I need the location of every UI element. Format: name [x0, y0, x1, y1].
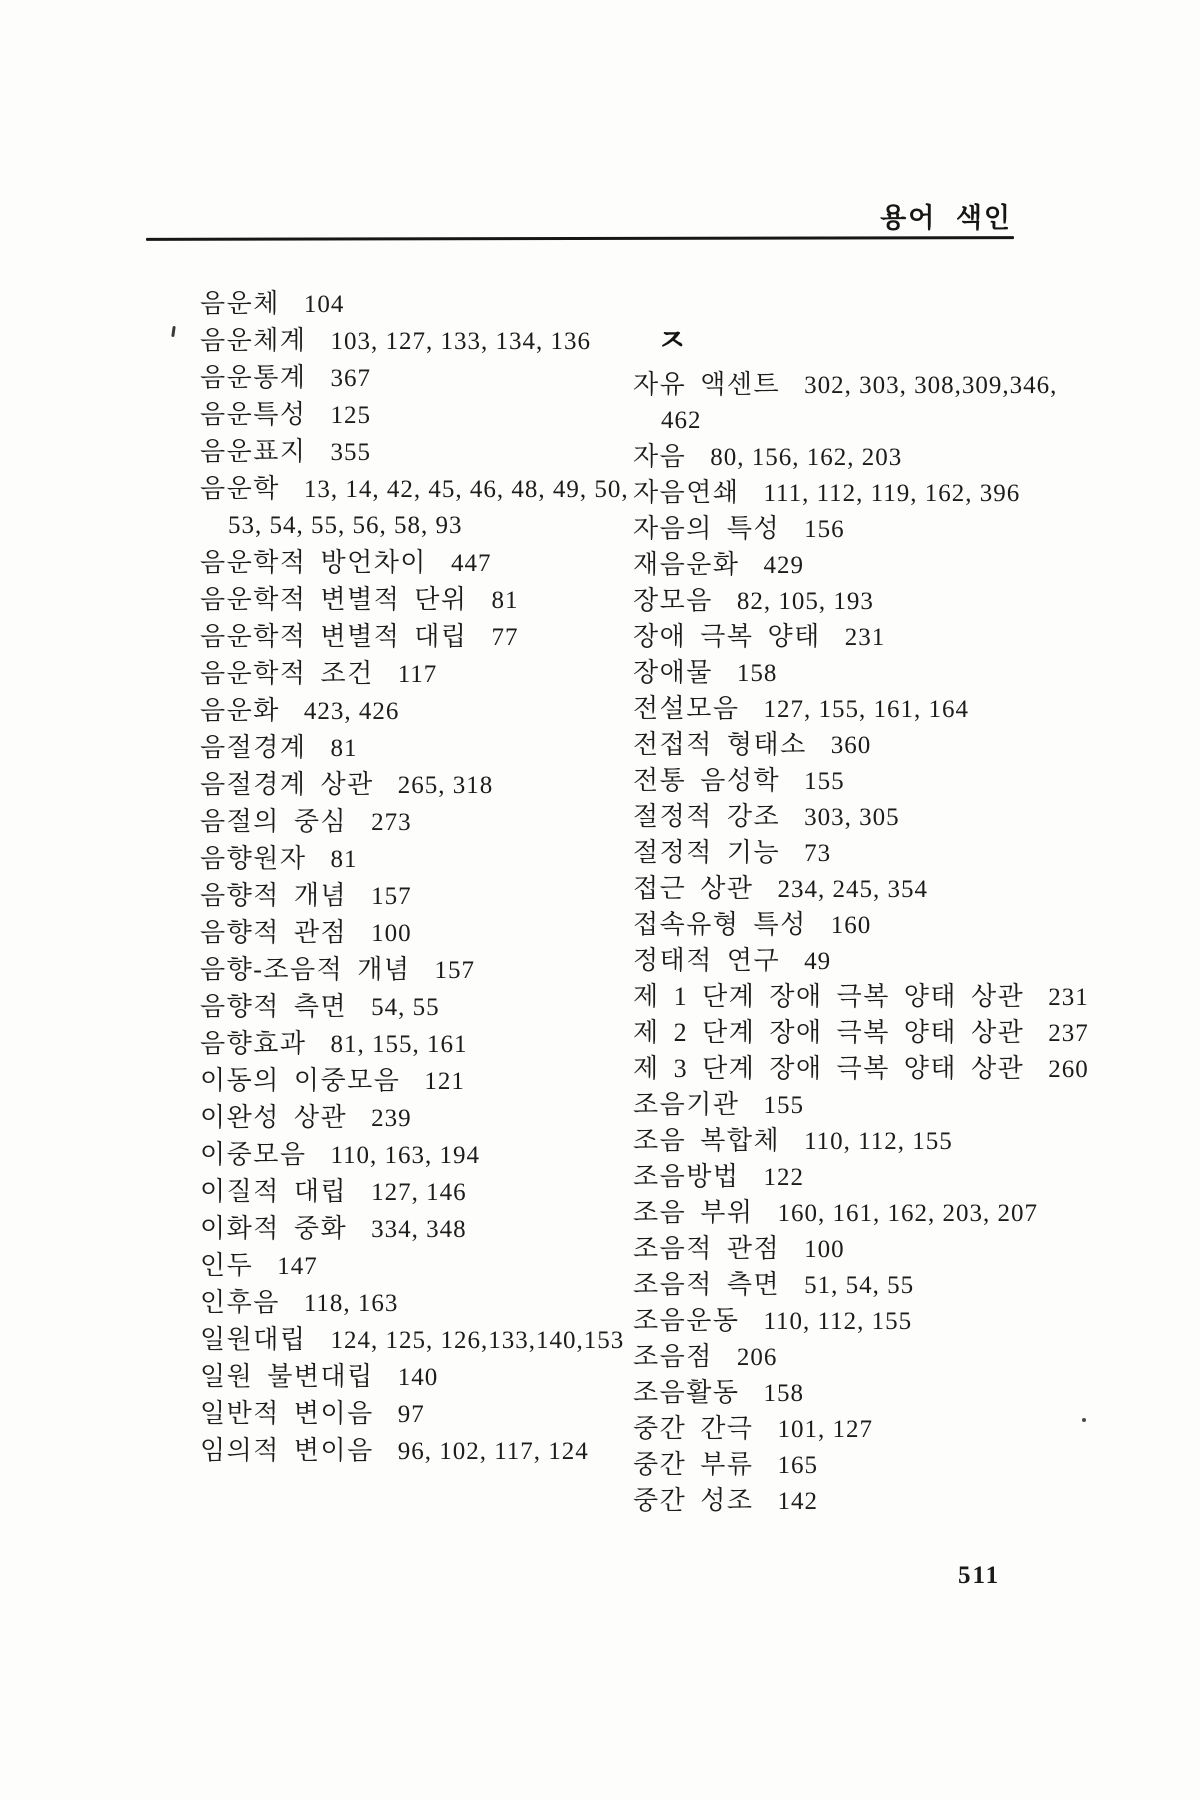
entry-page-numbers: 355	[330, 439, 371, 466]
entry-term: 전설모음	[633, 694, 740, 723]
entry-page-numbers: 100	[371, 920, 412, 947]
index-entry	[633, 1447, 1093, 1483]
page-number: 511	[958, 1562, 1001, 1589]
index-entry	[633, 511, 1093, 547]
entry-page-numbers: 104	[303, 291, 345, 318]
entry-term: 일원 불변대립	[200, 1362, 374, 1391]
entry-term: 조음점	[633, 1342, 713, 1371]
running-header	[880, 196, 1012, 235]
index-entry	[633, 1375, 1093, 1411]
entry-page-numbers: 110, 163, 194	[330, 1142, 481, 1169]
entry-term: 조음방법	[633, 1162, 740, 1191]
entry-page-numbers: 127, 146	[371, 1179, 467, 1206]
entry-page-numbers: 303, 305	[804, 804, 900, 831]
entry-page-numbers: 157	[434, 957, 475, 984]
entry-page-numbers: 125	[330, 402, 371, 429]
entry-term: 음운체	[200, 289, 280, 318]
entry-term: 인후음	[200, 1288, 280, 1317]
entry-term: 전접적 형태소	[633, 730, 807, 759]
entry-term: 음절경계	[200, 733, 307, 762]
entry-page-numbers: 158	[736, 660, 778, 687]
entry-page-numbers: 231	[844, 624, 886, 651]
entry-term: 음운학적 조건	[200, 659, 374, 688]
index-entry	[200, 322, 640, 359]
entry-page-numbers: 360	[830, 732, 872, 759]
entry-term: 장모음	[633, 586, 713, 615]
entry-page-numbers: 124, 125, 126,133,140,153	[330, 1327, 625, 1354]
entry-term: 재음운화	[633, 550, 740, 579]
entry-page-numbers: 97	[397, 1401, 425, 1428]
index-entry	[633, 1159, 1093, 1195]
entry-page-numbers: 429	[763, 552, 804, 579]
index-entry	[200, 1358, 640, 1395]
entry-term: 임의적 변이음	[200, 1436, 374, 1465]
entry-term: 음향적 측면	[200, 992, 348, 1021]
index-entry	[200, 1395, 640, 1432]
index-entry	[200, 1210, 640, 1247]
index-entry	[633, 1231, 1093, 1267]
index-entry	[633, 1303, 1093, 1339]
entry-page-numbers: 206	[736, 1344, 778, 1371]
index-entry	[200, 433, 640, 470]
entry-page-numbers: 49	[804, 948, 832, 975]
scan-artifact-tick	[171, 326, 176, 337]
entry-page-numbers: 231	[1048, 984, 1089, 1011]
index-entry	[633, 907, 1093, 943]
entry-term: 음향-조음적 개념	[200, 955, 411, 984]
index-entry	[200, 840, 640, 877]
entry-term: 음운학적 변별적 대립	[200, 622, 468, 651]
entry-page-numbers: 82, 105, 193	[736, 588, 874, 615]
entry-page-numbers: 101, 127	[777, 1416, 873, 1443]
entry-term: 음운통계	[200, 363, 307, 392]
index-entry	[633, 691, 1093, 727]
entry-page-numbers: 13, 14, 42, 45, 46, 48, 49, 50,	[303, 476, 629, 503]
index-entry	[200, 1136, 640, 1173]
index-entry	[200, 1099, 640, 1136]
entry-page-numbers: 122	[763, 1164, 804, 1191]
entry-page-numbers: 110, 112, 155	[763, 1308, 913, 1335]
entry-page-numbers: 156	[804, 516, 845, 543]
entry-page-numbers: 103, 127, 133, 134, 136	[330, 328, 591, 355]
index-entry	[200, 877, 640, 914]
entry-term: 제 1 단계 장애 극복 양태 상관	[633, 982, 1025, 1011]
index-entry	[633, 835, 1093, 871]
index-entry	[200, 655, 640, 692]
entry-page-numbers: 147	[277, 1253, 318, 1280]
entry-term: 일원대립	[200, 1325, 307, 1354]
index-column-right-entries	[633, 367, 1093, 1519]
index-entry	[633, 799, 1093, 835]
entry-term: 음절의 중심	[200, 807, 348, 836]
entry-page-numbers: 155	[763, 1092, 804, 1119]
index-entry	[633, 655, 1093, 691]
header-rule	[146, 236, 1014, 241]
entry-page-numbers: 155	[804, 768, 845, 795]
entry-page-numbers: 81	[330, 846, 358, 873]
entry-page-numbers-continued: 462	[661, 407, 702, 434]
entry-term: 접근 상관	[633, 874, 754, 903]
entry-term: 중간 성조	[633, 1486, 754, 1515]
index-entry	[633, 727, 1093, 763]
entry-term: 음향효과	[200, 1029, 307, 1058]
entry-page-numbers: 81	[491, 587, 519, 614]
index-entry	[633, 1267, 1093, 1303]
page-header-title: 용어 색인	[880, 203, 1012, 233]
index-entry	[200, 1062, 640, 1099]
entry-term: 음운특성	[200, 400, 307, 429]
entry-term: 조음 부위	[633, 1198, 754, 1227]
index-entry	[200, 951, 640, 988]
index-entry	[200, 988, 640, 1025]
entry-page-numbers: 165	[777, 1452, 818, 1479]
index-entry	[200, 470, 640, 507]
entry-term: 음향적 개념	[200, 881, 348, 910]
index-entry	[633, 1015, 1093, 1051]
index-entry	[200, 581, 640, 618]
entry-term: 일반적 변이음	[200, 1399, 374, 1428]
entry-term: 자음의 특성	[633, 514, 781, 543]
entry-term: 자음연쇄	[633, 478, 740, 507]
entry-term: 이중모음	[200, 1140, 307, 1169]
entry-page-numbers: 273	[371, 809, 412, 836]
index-entry	[633, 1051, 1093, 1087]
entry-page-numbers: 127, 155, 161, 164	[763, 696, 969, 723]
index-entry	[633, 1195, 1093, 1231]
index-entry	[633, 439, 1093, 475]
entry-term: 중간 부류	[633, 1450, 754, 1479]
index-entry	[200, 1025, 640, 1062]
entry-term: 자음	[633, 442, 687, 471]
entry-page-numbers: 51, 54, 55	[804, 1272, 915, 1299]
entry-term: 조음적 관점	[633, 1234, 781, 1263]
index-entry	[200, 359, 640, 396]
index-entry	[200, 1173, 640, 1210]
entry-term: 절정적 강조	[633, 802, 781, 831]
entry-page-numbers: 302, 303, 308,309,346,	[804, 372, 1058, 399]
entry-term: 조음기관	[633, 1090, 740, 1119]
entry-page-numbers: 447	[450, 550, 492, 577]
index-entry	[633, 619, 1093, 655]
entry-term: 조음적 측면	[633, 1270, 781, 1299]
index-entry	[633, 979, 1093, 1015]
entry-page-numbers: 81	[330, 735, 358, 762]
entry-page-numbers: 334, 348	[371, 1216, 467, 1243]
index-entry	[633, 583, 1093, 619]
entry-page-numbers-continued: 53, 54, 55, 56, 58, 93	[228, 512, 463, 539]
index-entry	[200, 729, 640, 766]
index-entry	[200, 396, 640, 433]
entry-term: 인두	[200, 1251, 254, 1280]
index-entry	[633, 1123, 1093, 1159]
index-entry	[200, 1247, 640, 1284]
index-entry	[200, 692, 640, 729]
index-entry	[633, 1411, 1093, 1447]
entry-page-numbers: 160, 161, 162, 203, 207	[777, 1200, 1038, 1227]
index-entry	[633, 763, 1093, 799]
entry-page-numbers: 142	[777, 1488, 818, 1515]
index-entry	[633, 1483, 1093, 1519]
entry-term: 음운표지	[200, 437, 307, 466]
section-letter-jieut: ㅈ	[657, 323, 688, 358]
entry-term: 음운학적 변별적 단위	[200, 585, 468, 614]
entry-page-numbers: 100	[804, 1236, 845, 1263]
entry-page-numbers: 158	[763, 1380, 804, 1407]
entry-page-numbers: 160	[830, 912, 872, 939]
entry-term: 정태적 연구	[633, 946, 781, 975]
index-entry	[200, 544, 640, 581]
entry-page-numbers: 423, 426	[303, 698, 400, 725]
index-entry	[200, 914, 640, 951]
entry-page-numbers: 81, 155, 161	[330, 1031, 468, 1058]
entry-page-numbers: 118, 163	[303, 1290, 399, 1317]
entry-page-numbers: 111, 112, 119, 162, 396	[763, 480, 1021, 507]
entry-term: 음운화	[200, 696, 280, 725]
entry-page-numbers: 117	[397, 661, 438, 688]
entry-term: 음향원자	[200, 844, 307, 873]
entry-term: 자유 액센트	[633, 370, 781, 399]
index-entry	[633, 871, 1093, 907]
entry-term: 이화적 중화	[200, 1214, 348, 1243]
entry-term: 이완성 상관	[200, 1103, 348, 1132]
index-entry	[200, 285, 640, 322]
entry-page-numbers: 265, 318	[397, 772, 494, 799]
entry-term: 중간 간극	[633, 1414, 754, 1443]
entry-term: 조음운동	[633, 1306, 740, 1335]
entry-term: 음운학적 방언차이	[200, 548, 427, 577]
entry-page-numbers: 367	[330, 365, 371, 392]
entry-term: 장애 극복 양태	[633, 622, 821, 651]
entry-page-numbers: 110, 112, 155	[804, 1128, 953, 1155]
entry-term: 전통 음성학	[633, 766, 781, 795]
index-entry	[200, 803, 640, 840]
index-entry	[633, 1339, 1093, 1375]
index-entry	[200, 618, 640, 655]
entry-page-numbers: 157	[371, 883, 412, 910]
index-entry	[633, 475, 1093, 511]
entry-page-numbers: 54, 55	[371, 994, 440, 1021]
entry-term: 조음 복합체	[633, 1126, 781, 1155]
entry-term: 음운학	[200, 474, 280, 503]
entry-term: 장애물	[633, 658, 713, 687]
index-entry	[633, 367, 1093, 403]
entry-page-numbers: 121	[424, 1068, 465, 1095]
index-column-right	[633, 285, 1093, 1519]
index-column-left	[200, 285, 640, 1469]
entry-page-numbers: 80, 156, 162, 203	[710, 444, 903, 471]
entry-term: 접속유형 특성	[633, 910, 807, 939]
entry-term: 제 3 단계 장애 극복 양태 상관	[633, 1054, 1025, 1083]
index-entry	[200, 1432, 640, 1469]
index-entry	[633, 1087, 1093, 1123]
entry-term: 음향적 관점	[200, 918, 348, 947]
index-entry	[200, 1284, 640, 1321]
entry-page-numbers: 234, 245, 354	[777, 876, 928, 903]
index-entry	[200, 766, 640, 803]
entry-term: 제 2 단계 장애 극복 양태 상관	[633, 1018, 1025, 1047]
index-entry	[633, 943, 1093, 979]
entry-term: 이동의 이중모음	[200, 1066, 401, 1095]
entry-term: 조음활동	[633, 1378, 740, 1407]
entry-page-numbers: 96, 102, 117, 124	[397, 1438, 589, 1465]
entry-page-numbers: 239	[371, 1105, 412, 1132]
entry-page-numbers: 237	[1048, 1020, 1089, 1047]
entry-page-numbers: 73	[804, 840, 832, 867]
entry-page-numbers: 140	[397, 1364, 439, 1391]
index-entry	[200, 1321, 640, 1358]
entry-term: 절정적 기능	[633, 838, 781, 867]
entry-page-numbers: 77	[491, 624, 519, 651]
entry-term: 음운체계	[200, 326, 307, 355]
index-entry	[633, 547, 1093, 583]
entry-term: 이질적 대립	[200, 1177, 348, 1206]
entry-term: 음절경계 상관	[200, 770, 374, 799]
entry-page-numbers: 260	[1048, 1056, 1089, 1083]
